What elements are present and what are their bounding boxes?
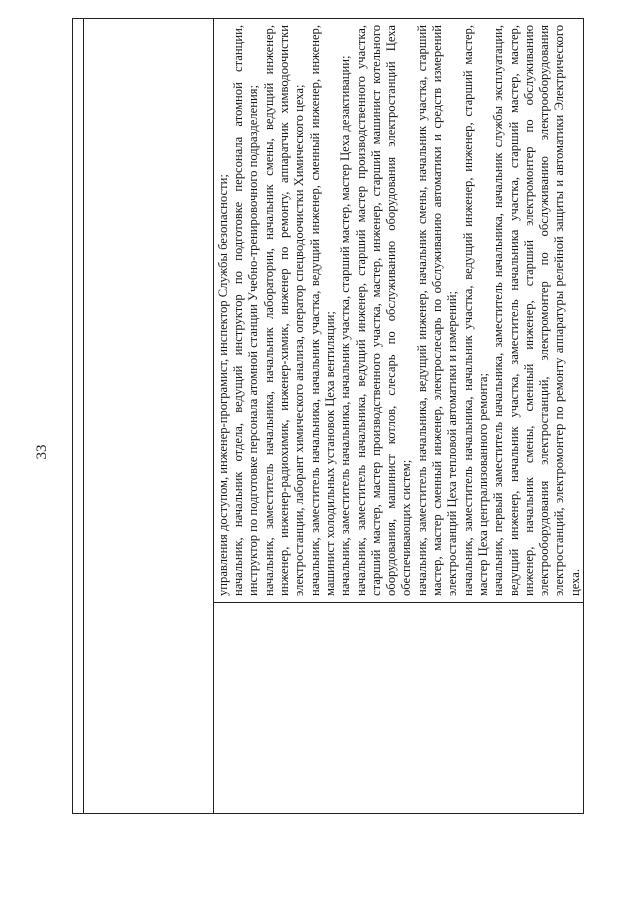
paragraph: начальник, заместитель начальника, ведущий инженер, начальник смены, начальник участка, старший мастер, мастер сменный инженер, электрослесарь по обслуживанию автоматики и средств измерений электростанций Цеха тепловой автоматики и измерений; [414, 25, 460, 596]
paragraph: начальник, первый заместитель начальника, заместитель начальника, начальник службы эксплуатации, ведущий инженер, начальник участка, заместитель начальника участка, старший мастер, мастер, инженер, начальник смены, сменный инженер, старший электромонтер по обслуживанию электрооборудования электростанций, электромонтер по обслуживанию электрооборудования электростанций, электромонтер по ремонту аппаратуры релейной защиты и автоматики Электрического цеха. [491, 25, 582, 596]
paragraph: начальник, заместитель начальника, начальник лаборатории, начальник смены, ведущий инженер, инженер, инженер-радиохимик, инженер-химик, инженер по ремонту, аппаратчик химводоочистки электростанции, лаборант химического анализа, оператор спецводоочистки Химического цеха; [261, 25, 307, 596]
table-cell-text [214, 19, 583, 602]
paragraph: начальник, заместитель начальника, начальник участка, ведущий инженер, инженер, старший мастер, мастер Цеха централизованного ремонта; [460, 25, 490, 596]
paragraph: начальник, заместитель начальника, начальник участка, старший мастер, мастер Цеха дезактивации; [338, 55, 353, 596]
table-header-row [73, 19, 84, 813]
table-empty-row [84, 19, 214, 813]
paragraph: управления доступом, инженер-програмист, инспектор Службы безопасности; [215, 174, 230, 596]
paragraph: начальник, начальник отдела, ведущий инструктор по подготовке персонала атомной станции, инструктор по подготовке персонала атомной станции Учебно-тренировочного подразделения; [231, 25, 261, 596]
paragraph: начальник, заместитель начальника, начальник участка, ведущий инженер, сменный инженер, инженер, машинист холодильных установок Цеха вентиляции; [307, 25, 337, 596]
page-number: 33 [34, 444, 50, 460]
table-row [214, 19, 583, 813]
rotated-page [72, 18, 584, 814]
document-table [72, 18, 584, 814]
paragraph: начальник, заместитель начальника, ведущий инженер, старший мастер производственного участка, старший мастер, мастер производственного участка, мастер, инженер, старший машинист котельного оборудования, машинист котлов, слесарь по обслуживанию оборудования электростанций Цеха обеспечивающих систем; [353, 25, 414, 596]
table-cell-left [214, 602, 583, 813]
